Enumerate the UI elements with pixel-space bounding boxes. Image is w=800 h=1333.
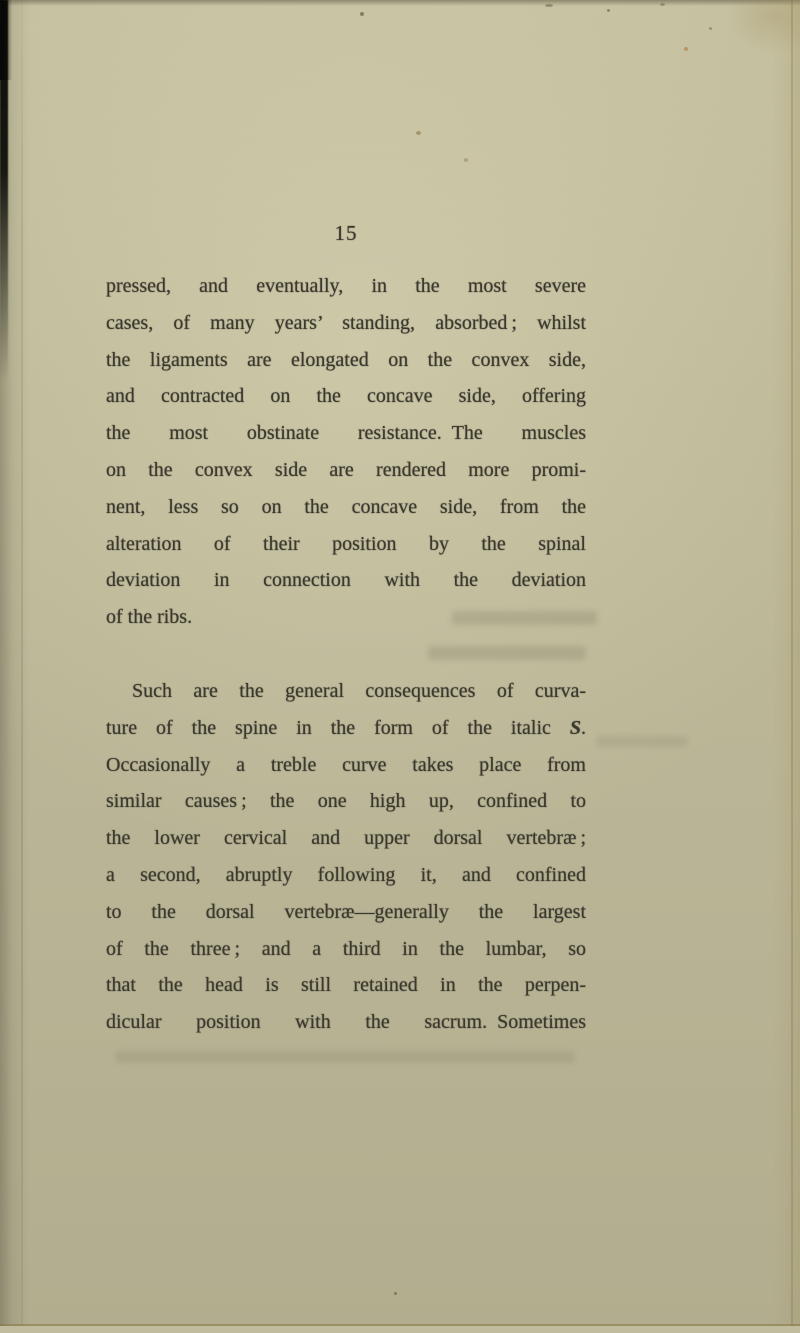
binding-corner-shadow <box>0 0 12 80</box>
paper-speck <box>709 27 712 30</box>
paper-speck <box>360 12 364 16</box>
paper-speck <box>684 47 688 51</box>
page-number: 15 <box>334 221 358 245</box>
paragraph-1 <box>106 268 586 636</box>
text-line: on the convex side are rendered more promi- <box>106 458 586 481</box>
text-line: cases, of many years’ standing, absorbed ; whilst <box>106 311 586 334</box>
bleedthrough-text-smudge <box>596 736 688 747</box>
text-line: of the three ; and a third in the lumbar, so <box>106 937 586 960</box>
text-line: deviation in connection with the deviation <box>106 569 586 592</box>
page-crease-line <box>21 0 23 1333</box>
fore-edge-line <box>791 0 793 1333</box>
text-line: alteration of their position by the spinal <box>106 532 586 555</box>
text-segment: ture of the spine in the form of the italic <box>106 716 570 739</box>
italic-letter-s: S <box>569 716 581 739</box>
text-line: dicular position with the sacrum. Sometimes <box>106 1011 586 1034</box>
text-line <box>106 710 586 747</box>
text-line: Occasionally a treble curve takes place from <box>106 753 586 776</box>
page-text-block <box>106 268 586 1041</box>
text-line: the most obstinate resistance. The muscles <box>106 422 586 445</box>
text-line: the lower cervical and upper dorsal vertebræ ; <box>106 827 586 850</box>
paragraph-2 <box>106 673 586 1041</box>
paper-speck <box>660 3 665 6</box>
text-line: Such are the general consequences of curva- <box>132 679 586 702</box>
paper-speck <box>545 4 553 7</box>
bleedthrough-text-smudge <box>115 1051 575 1063</box>
foxing-stain <box>726 0 800 54</box>
paper-speck <box>394 1292 397 1295</box>
page-bottom-edge-strip <box>0 1326 800 1333</box>
text-line: that the head is still retained in the perpen- <box>106 974 586 997</box>
text-line: a second, abruptly following it, and confined <box>106 863 586 886</box>
text-line: similar causes ; the one high up, confined to <box>106 790 586 813</box>
text-segment: . <box>581 716 586 739</box>
text-line: nent, less so on the concave side, from the <box>106 495 586 518</box>
text-line: of the ribs. <box>106 606 193 629</box>
paper-speck <box>607 9 610 12</box>
fore-edge-shading <box>772 0 800 1333</box>
paper-speck <box>464 158 468 162</box>
text-line: to the dorsal vertebræ—generally the largest <box>106 900 586 923</box>
text-line: the ligaments are elongated on the convex side, <box>106 348 586 371</box>
text-line: pressed, and eventually, in the most severe <box>106 275 586 297</box>
text-line: and contracted on the concave side, offering <box>106 385 586 408</box>
paper-speck <box>416 131 421 135</box>
page-top-edge-shadow <box>0 0 800 6</box>
